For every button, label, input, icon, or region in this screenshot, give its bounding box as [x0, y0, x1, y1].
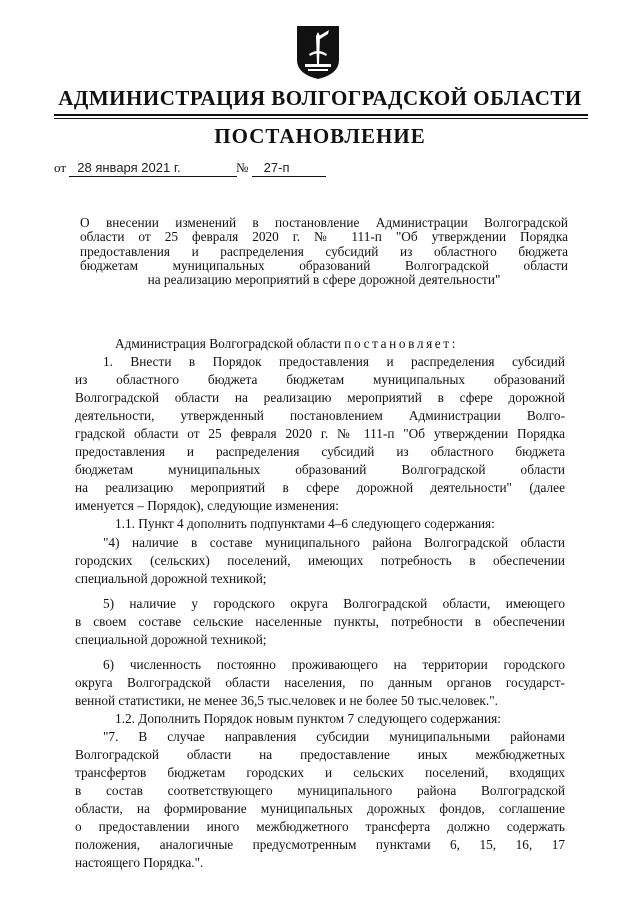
subject-line: на реализацию мероприятий в сфере дорожной деятельности" — [147, 273, 501, 288]
document-date — [54, 160, 237, 177]
body-line: бюджетам муниципальных образований Волгоградской области — [75, 462, 565, 478]
body-line: области, на формирование муниципальных дорожных фондов, соглашение — [75, 801, 565, 817]
body-line: городских (сельских) поселений, имеющих потребность в обеспечении — [75, 552, 565, 568]
body-line: "7. В случае направления субсидии муниципальными районами — [103, 728, 565, 744]
subject-line: бюджетам муниципальных образований Волгоградской области — [80, 258, 568, 273]
body-line: о предоставлении иного межбюджетного трансферта должно содержать — [75, 819, 565, 835]
body-line: 1.2. Дополнить Порядок новым пунктом 7 следующего содержания: — [115, 710, 501, 726]
body-line: на реализацию мероприятий в сфере дорожной деятельности" (далее — [75, 480, 565, 496]
body-line: именуется – Порядок), следующие изменения: — [75, 498, 339, 514]
coat-of-arms-icon — [295, 24, 341, 80]
body-line: специальной дорожной техникой; — [75, 570, 267, 586]
body-line: специальной дорожной техникой; — [75, 631, 267, 647]
body-line: трансфертов бюджетам городских и сельских поселений, входящих — [75, 765, 565, 781]
organization-name: АДМИНИСТРАЦИЯ ВОЛГОГРАДСКОЙ ОБЛАСТИ — [58, 86, 582, 110]
body-line: настоящего Порядка.". — [75, 855, 204, 871]
header-rule-thick — [54, 114, 588, 116]
date-value: 28 января 2021 г. — [69, 160, 237, 177]
body-line: 5) наличие у городского округа Волгоградской области, имеющего — [103, 595, 565, 611]
body-line: градской области от 25 февраля 2020 г. № 111-п "Об утверждении Порядка — [75, 426, 565, 442]
body-line: Волгоградской области на реализацию мероприятий в сфере дорожной — [75, 390, 565, 406]
body-line: предоставления и распределения субсидий из областного бюджета — [75, 444, 565, 460]
body-line: положения, аналогичные предусмотренным пунктами 6, 15, 16, 17 — [75, 837, 565, 853]
body-line: округа Волгоградской области населения, по данным органов государст- — [75, 674, 565, 690]
subject-line: области от 25 февраля 2020 г. № 111-п "Об утверждении Порядка — [80, 230, 568, 245]
header-rule-thin — [54, 118, 588, 119]
number-value: 27-п — [252, 160, 326, 177]
body-line: деятельности, утвержденный постановлением Администрации Волго- — [75, 408, 565, 424]
body-line: из областного бюджета бюджетам муниципальных образований — [75, 372, 565, 388]
body-line: в состав соответствующего муниципального района Волгоградской — [75, 783, 565, 799]
document-subject — [80, 216, 568, 287]
preamble-text: Администрация Волгоградской области — [115, 336, 345, 351]
body-line: 1.1. Пункт 4 дополнить подпунктами 4–6 следующего содержания: — [115, 516, 495, 532]
body-line: венной статистики, не менее 36,5 тыс.человек и не более 50 тыс.человек.". — [75, 692, 498, 708]
body-line: 6) численность постоянно проживающего на территории городского — [103, 656, 565, 672]
body-line: Волгоградской области на предоставление иных межбюджетных — [75, 747, 565, 763]
body-line: 1. Внести в Порядок предоставления и распределения субсидий — [103, 354, 565, 370]
number-label: № — [236, 160, 249, 175]
document-type: ПОСТАНОВЛЕНИЕ — [214, 124, 426, 148]
body-line: в своем составе сельские населенные пункты, потребности в обеспечении — [75, 613, 565, 629]
document-body — [75, 335, 565, 872]
subject-line: предоставления и распределения субсидий из областного бюджета — [80, 244, 568, 259]
preamble-action: постановляет: — [344, 336, 458, 351]
body-line: "4) наличие в составе муниципального района Волгоградской области — [103, 534, 565, 550]
document-number — [236, 160, 326, 177]
preamble — [75, 335, 565, 353]
subject-line: О внесении изменений в постановление Администрации Волгоградской — [80, 216, 568, 230]
date-label: от — [54, 160, 67, 175]
